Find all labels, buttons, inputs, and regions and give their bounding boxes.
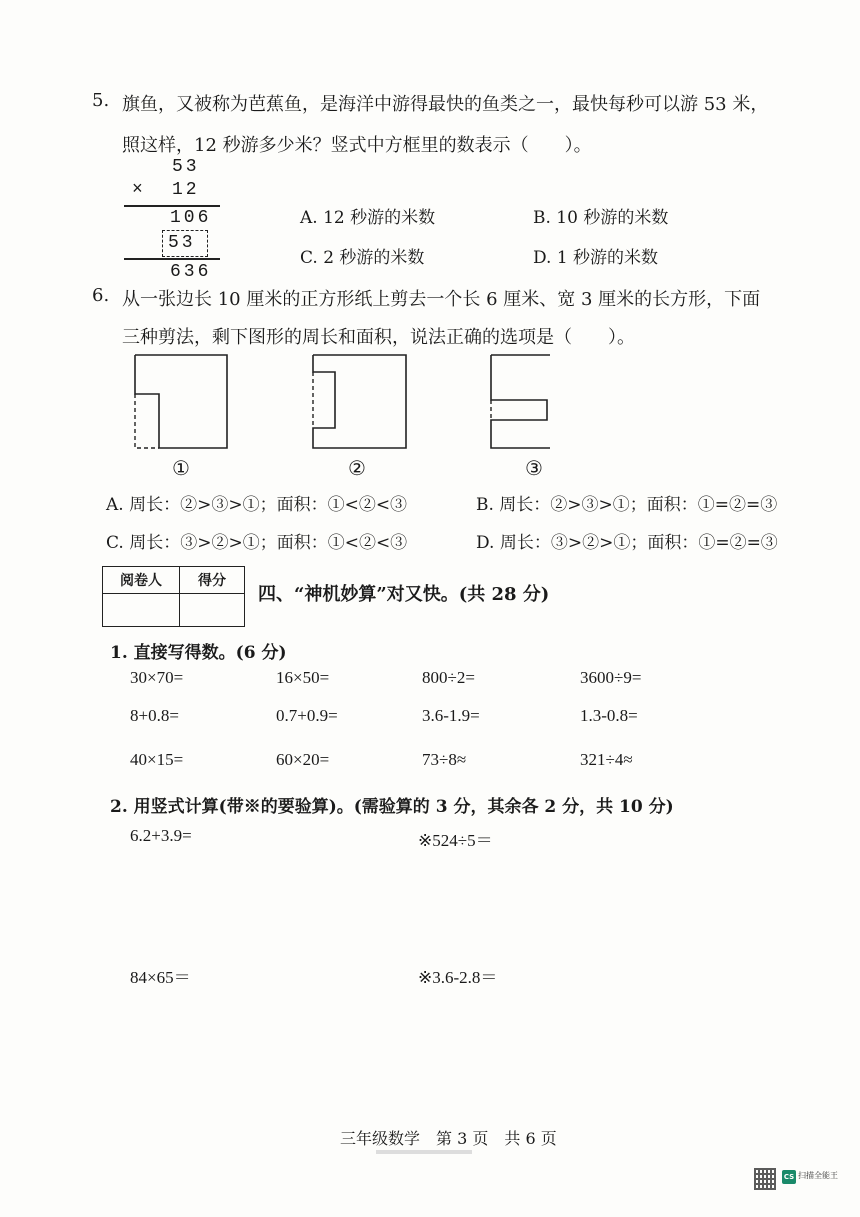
mental-calc-item: 3.6-1.9= — [422, 706, 480, 725]
q5-option-c[interactable]: C. 2 秒游的米数 — [300, 248, 425, 268]
q6-option-c[interactable]: C. 周长：③>②>①；面积：①<②<③ — [106, 533, 408, 553]
scanner-name: 扫描全能王 — [798, 1171, 838, 1180]
mental-calc-item: 40×15= — [130, 750, 184, 769]
figure-2 — [313, 355, 406, 448]
mental-calc-item: 3600÷9= — [580, 668, 642, 687]
q6-option-a[interactable]: A. 周长：②>③>①；面积：①<②<③ — [106, 495, 408, 515]
mental-calc-item: 1.3-0.8= — [580, 706, 638, 725]
q6-option-b[interactable]: B. 周长：②>③>①；面积：①=②=③ — [476, 495, 778, 515]
part2-title: 2. 用竖式计算(带※的要验算)。(需验算的 3 分，其余各 2 分，共 10 分) — [110, 797, 674, 817]
q6-text-line2: 三种剪法，剩下图形的周长和面积，说法正确的选项是（ ）。 — [122, 327, 635, 348]
vertical-partial-1: 106 — [170, 208, 212, 228]
mental-calc-item: 60×20= — [276, 750, 330, 769]
mental-calc-item: 321÷4≈ — [580, 750, 633, 769]
page-footer: 三年级数学 第 3 页 共 6 页 — [340, 1129, 557, 1148]
q6-option-d[interactable]: D. 周长：③>②>①；面积：①=②=③ — [476, 533, 778, 553]
mental-calc-item: 0.7+0.9= — [276, 706, 338, 725]
q5-option-d[interactable]: D. 1 秒游的米数 — [533, 248, 659, 268]
vertical-multiplier: 12 — [172, 180, 200, 200]
footer-smudge — [376, 1150, 472, 1154]
vertical-result: 636 — [170, 262, 212, 282]
score-header: 得分 — [180, 567, 245, 594]
reviewer-cell[interactable] — [103, 594, 180, 627]
grader-table — [102, 566, 245, 627]
vertical-top: 53 — [172, 157, 200, 177]
q6-figures — [130, 350, 550, 460]
mental-calc-item: 30×70= — [130, 668, 184, 687]
section4-title: 四、“神机妙算”对又快。(共 28 分) — [258, 584, 550, 605]
reviewer-header: 阅卷人 — [103, 567, 180, 594]
vertical-calc-item: ※3.6-2.8＝ — [418, 968, 498, 987]
mental-calc-item: 800÷2= — [422, 668, 475, 687]
q5-text-line2: 照这样，12 秒游多少米？竖式中方框里的数表示（ ）。 — [122, 135, 592, 156]
mental-calc-item: 16×50= — [276, 668, 330, 687]
figure-2-label: ② — [348, 456, 366, 480]
vertical-line-1 — [124, 205, 220, 207]
q6-text-line1: 从一张边长 10 厘米的正方形纸上剪去一个长 6 厘米、宽 3 厘米的长方形，下面 — [122, 289, 761, 310]
figure-1-label: ① — [172, 456, 190, 480]
figure-3-label: ③ — [525, 456, 543, 480]
vertical-calc-item: 84×65＝ — [130, 968, 191, 987]
q5-option-a[interactable]: A. 12 秒游的米数 — [300, 208, 436, 228]
q5-text-line1: 旗鱼，又被称为芭蕉鱼，是海洋中游得最快的鱼类之一，最快每秒可以游 53 米， — [122, 94, 769, 115]
vertical-line-2 — [124, 258, 220, 260]
qr-code-icon — [754, 1168, 776, 1190]
score-cell[interactable] — [180, 594, 245, 627]
figure-3 — [491, 355, 550, 448]
q5-option-b[interactable]: B. 10 秒游的米数 — [533, 208, 669, 228]
mental-calc-item: 73÷8≈ — [422, 750, 467, 769]
figure-1 — [135, 355, 227, 448]
camscanner-logo-icon: CS — [782, 1170, 796, 1184]
vertical-calc-item: 6.2+3.9= — [130, 826, 192, 845]
q6-number: 6. — [92, 285, 110, 306]
q5-number: 5. — [92, 90, 110, 111]
vertical-partial-2: 53 — [168, 233, 196, 253]
mental-calc-item: 8+0.8= — [130, 706, 179, 725]
vertical-times: × — [132, 180, 146, 200]
part1-title: 1. 直接写得数。(6 分) — [110, 643, 287, 663]
vertical-calc-item: ※524÷5＝ — [418, 831, 493, 850]
